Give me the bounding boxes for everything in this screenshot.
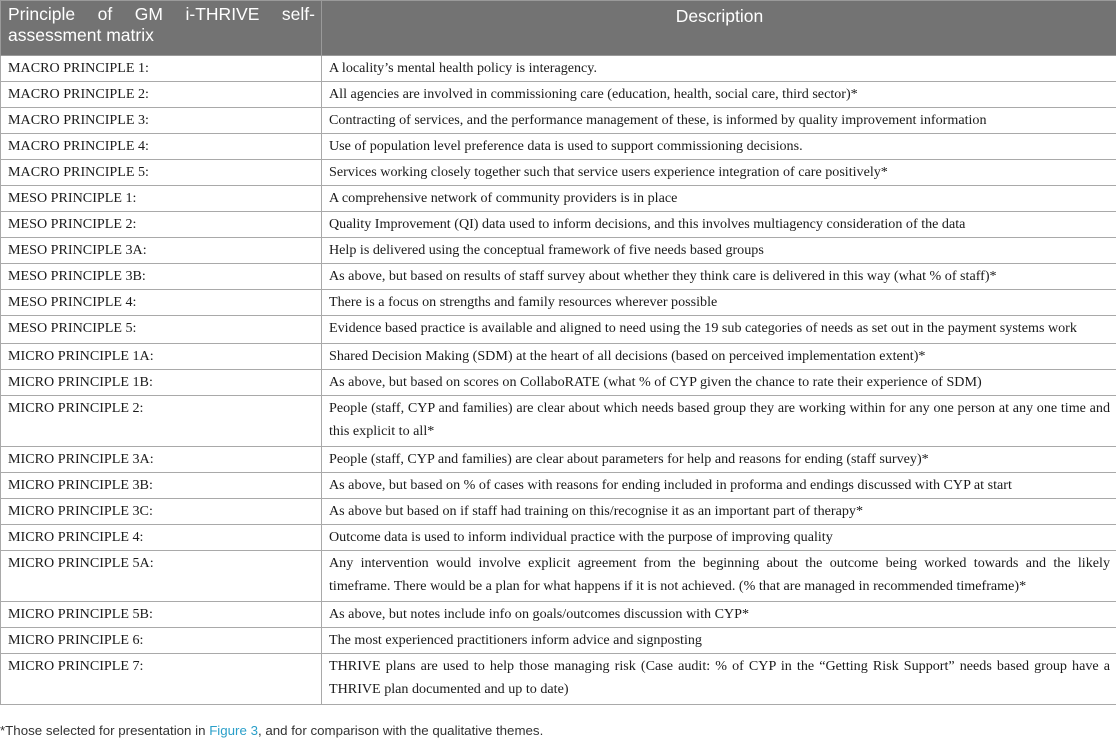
principle-cell: MICRO PRINCIPLE 2:	[1, 395, 322, 446]
table-row	[1, 212, 1116, 238]
table-row	[1, 160, 1116, 186]
table-row	[1, 108, 1116, 134]
column-header-principle: Principle of GM i-THRIVE self-assessment matrix	[1, 1, 322, 56]
description-cell: Contracting of services, and the performance management of these, is informed by quality improvement information	[322, 108, 1116, 134]
description-cell: As above but based on if staff had training on this/recognise it as an important part of therapy*	[322, 498, 1116, 524]
principle-cell: MESO PRINCIPLE 3B:	[1, 264, 322, 290]
description-cell: People (staff, CYP and families) are clear about which needs based group they are working within for any one person at any one time and this explicit to all*	[322, 395, 1116, 446]
table-row	[1, 290, 1116, 316]
description-cell: Use of population level preference data is used to support commissioning decisions.	[322, 134, 1116, 160]
principle-cell: MESO PRINCIPLE 4:	[1, 290, 322, 316]
principle-cell: MICRO PRINCIPLE 1A:	[1, 343, 322, 369]
table-row	[1, 56, 1116, 82]
description-cell: A comprehensive network of community providers is in place	[322, 186, 1116, 212]
principle-cell: MICRO PRINCIPLE 4:	[1, 524, 322, 550]
principle-cell: MICRO PRINCIPLE 1B:	[1, 369, 322, 395]
principle-cell: MESO PRINCIPLE 1:	[1, 186, 322, 212]
principle-cell: MESO PRINCIPLE 3A:	[1, 238, 322, 264]
description-cell: There is a focus on strengths and family resources wherever possible	[322, 290, 1116, 316]
description-cell: Quality Improvement (QI) data used to inform decisions, and this involves multiagency consideration of the data	[322, 212, 1116, 238]
principle-cell: MACRO PRINCIPLE 3:	[1, 108, 322, 134]
table-row	[1, 369, 1116, 395]
principle-cell: MESO PRINCIPLE 5:	[1, 316, 322, 344]
principle-cell: MICRO PRINCIPLE 5A:	[1, 550, 322, 601]
principle-cell: MACRO PRINCIPLE 5:	[1, 160, 322, 186]
table-row	[1, 264, 1116, 290]
principle-cell: MICRO PRINCIPLE 3A:	[1, 446, 322, 472]
principle-cell: MACRO PRINCIPLE 1:	[1, 56, 322, 82]
table-row	[1, 472, 1116, 498]
description-cell: As above, but based on scores on CollaboRATE (what % of CYP given the chance to rate their experience of SDM)	[322, 369, 1116, 395]
footnote-text-end: , and for comparison with the qualitative themes.	[257, 723, 544, 738]
principle-cell: MICRO PRINCIPLE 5B:	[1, 601, 322, 627]
description-cell: As above, but based on results of staff survey about whether they think care is delivered in this way (what % of staff)*	[322, 264, 1116, 290]
table-row	[1, 446, 1116, 472]
table-row	[1, 498, 1116, 524]
table-row	[1, 524, 1116, 550]
description-cell: As above, but notes include info on goals/outcomes discussion with CYP*	[322, 601, 1116, 627]
table-row	[1, 343, 1116, 369]
principle-cell: MACRO PRINCIPLE 4:	[1, 134, 322, 160]
principle-cell: MICRO PRINCIPLE 3C:	[1, 498, 322, 524]
table-row	[1, 550, 1116, 601]
footnote-text-start: *Those selected for presentation in	[0, 723, 210, 738]
description-cell: A locality’s mental health policy is interagency.	[322, 56, 1116, 82]
table-row	[1, 316, 1116, 344]
table-header-row	[1, 1, 1116, 56]
table-row	[1, 627, 1116, 653]
table-row	[1, 82, 1116, 108]
description-cell: Help is delivered using the conceptual framework of five needs based groups	[322, 238, 1116, 264]
table-row	[1, 395, 1116, 446]
principle-cell: MACRO PRINCIPLE 2:	[1, 82, 322, 108]
description-cell: As above, but based on % of cases with reasons for ending included in proforma and endings discussed with CYP at start	[322, 472, 1116, 498]
figure-3-link[interactable]: Figure 3	[209, 723, 258, 738]
table-row	[1, 653, 1116, 704]
table-row	[1, 186, 1116, 212]
description-cell: Shared Decision Making (SDM) at the heart of all decisions (based on perceived implementation extent)*	[322, 343, 1116, 369]
table-footnote	[0, 723, 543, 738]
column-header-description: Description	[322, 1, 1116, 56]
table-row	[1, 134, 1116, 160]
description-cell: Any intervention would involve explicit agreement from the beginning about the outcome being worked towards and the likely timeframe. There would be a plan for what happens if it is not achieved. (% that are managed in recommended timeframe)*	[322, 550, 1116, 601]
principle-cell: MESO PRINCIPLE 2:	[1, 212, 322, 238]
description-cell: The most experienced practitioners inform advice and signposting	[322, 627, 1116, 653]
principle-cell: MICRO PRINCIPLE 3B:	[1, 472, 322, 498]
description-cell: All agencies are involved in commissioning care (education, health, social care, third sector)*	[322, 82, 1116, 108]
principle-cell: MICRO PRINCIPLE 6:	[1, 627, 322, 653]
table-row	[1, 238, 1116, 264]
description-cell: Evidence based practice is available and aligned to need using the 19 sub categories of needs as set out in the payment systems work	[322, 316, 1116, 344]
description-cell: Services working closely together such that service users experience integration of care positively*	[322, 160, 1116, 186]
description-cell: People (staff, CYP and families) are clear about parameters for help and reasons for ending (staff survey)*	[322, 446, 1116, 472]
description-cell: THRIVE plans are used to help those managing risk (Case audit: % of CYP in the “Getting Risk Support” needs based group have a THRIVE plan documented and up to date)	[322, 653, 1116, 704]
description-cell: Outcome data is used to inform individual practice with the purpose of improving quality	[322, 524, 1116, 550]
table-row	[1, 601, 1116, 627]
principle-cell: MICRO PRINCIPLE 7:	[1, 653, 322, 704]
